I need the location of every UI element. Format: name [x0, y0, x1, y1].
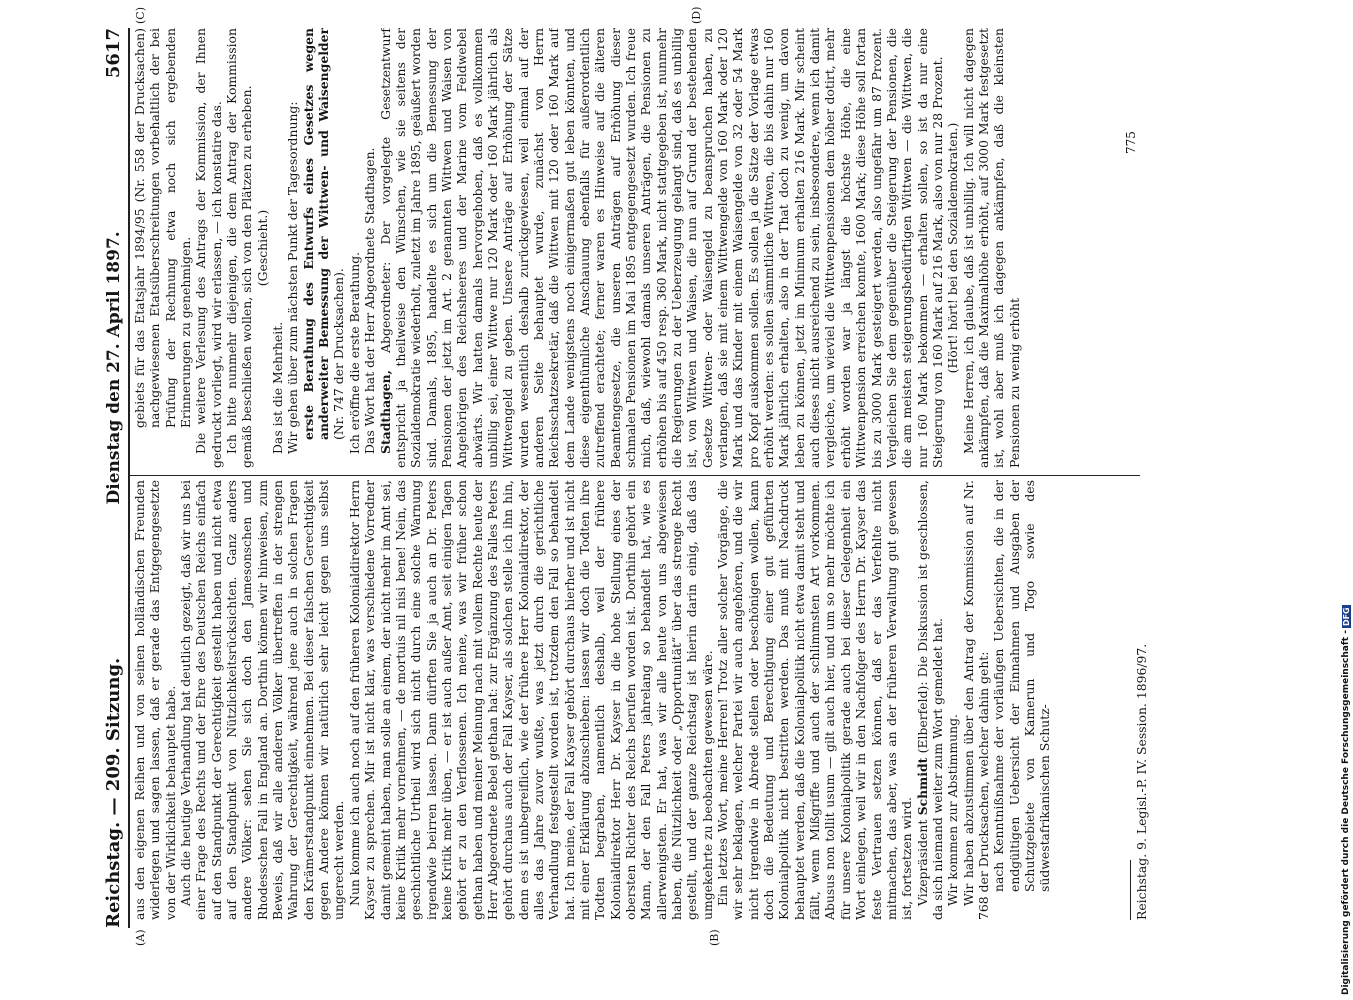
speech-continuation: Meine Herren, ich glaube, daß ist unbillig. Ich will nicht dagegen ankämpfen, daß die Maximalhöhe erhöht, auf 3000 Mark festgesetzt ist, wohl aber muß ich dagegen ankämpfen, daß die kleinsten Pensionen zu wenig erhöht: [960, 28, 1022, 468]
motion-text: nach Kenntnißnahme der vorläufigen Uebersichten, die in der endgültigen Uebersicht der Einnahmen und Ausgaben der Schutzgebiete von Kamerun und Togo sowie des südwestafrikanischen Schutz-: [991, 480, 1053, 892]
footer-text: Reichstag. 9. Legisl.-P. IV. Session. 1896/97.: [1134, 643, 1149, 920]
margin-mark-a: (A): [134, 929, 147, 946]
dfg-credit: [1341, 605, 1351, 995]
speaker-name: Stadthagen,: [377, 370, 393, 454]
majority-line: Das ist die Mehrheit.: [270, 321, 286, 454]
page-header: [88, 28, 124, 928]
left-paragraph: Ein letztes Wort, meine Herren! Trotz aller solcher Vorgänge, die wir sehr beklagen, welcher Partei wir auch angehören, und die wir nicht irgendwie in Abrede stellen oder beschönigen wollen, kann doch die Bedeutung und Berechtigung einer gut geführten Kolonialpolitik nicht bestritten werden. Das muß mit Nachdruck behauptet werden, daß die Kolonialpolitik nicht etwa damit steht und fällt, wenn Mißgriffe und auch der schlimmsten Art vorkommen. Abusus non tollit usum — gilt auch hier, und um so mehr möchte ich für unsere Kolonialpolitik gerade auch bei dieser Gelegenheit ein Wort einlegen, weil wir in den Nachfolger des Herrn Dr. Kayser das feste Vertrauen setzen können, daß er das Verfehlte nicht mitmachen, das aber, was an der früheren Verwaltung gut gewesen ist, fortsetzen wird.: [715, 480, 915, 920]
speech-body: Der vorgelegte Gesetzentwurf entspricht ja theilweise den Wünschen, wie sie seitens der Sozialdemokratie wiederholt, zuletzt im Jahre 1895, geäußert worden sind. Damals, 1895, handelte es sich um die Bemessung der Pensionen der jetzt im Art. 2 genannten Wittwen und Waisen von Angehörigen des Reichsheeres und der Marine vom Feldwebel abwärts. Wir hatten damals hervorgehoben, daß es vollkommen unbillig sei, einer Wittwe nur 120 Mark oder 160 Mark jährlich als Wittwengeld zu geben. Unsere Anträge auf Erhöhung der Sätze wurden wesentlich deshalb zurückgewiesen, weil einmal auf der anderen Seite behauptet wurde, zunächst von Herrn Reichsschatzsekretär, daß die Wittwen mit 120 oder 160 Mark auf dem Lande wenigstens noch einigermaßen gut leben könnten, und diese eigenthümliche Anschauung ebenfalls für außerordentlich zutreffend erachtete; ferner waren es Hinweise auf die älteren Beamtengesetze, die unseren Anträgen auf Erhöhung dieser schmalen Pensionen im Mai 1895 entgegengesetzt wurden. Ich freue mich, daß, wiewohl damals unseren Anträgen, die Pensionen zu erhöhen bis auf 450 resp. 360 Mark, nicht stattgegeben ist, nunmehr die Regierungen zu der Ueberzeugung gelangt sind, daß es unbillig ist, von Wittwen und Waisen, die nun auf Grund der bestehenden Gesetze Wittwen- oder Waisengeld zu beanspruchen haben, zu verlangen, daß sie mit einem Wittwengelde von 160 Mark oder 120 Mark und das Kinder mit einem Waisengelde von 32 oder 54 Mark pro Kopf auskommen sollen. Es sollen ja die Sätze der Vorlage etwas erhöht werden: es sollen sämmtliche Wittwen, die bis dahin nur 160 Mark jährlich erhalten, also in der That doch zu wenig, um davon leben zu können, jetzt im Minimum erhalten 216 Mark. Mir scheint auch dieses nicht ausreichend zu sein, insbesondere, wenn ich damit vergleiche, um wieviel die Wittwenpensionen dem höher dotirt, mehr erhöht worden war ja längst die höchste Höhe, die eine Wittwenpension erreichen konnte, 1600 Mark; diese Höhe soll fortan bis zu 3000 Mark gesteigert werden, also ungefähr um 87 Prozent. Vergleichen Sie dem gegenüber die Steigerung der Pensionen, die die am meisten steigerungsbedürftigen Wittwen — die Wittwen, die nur 160 Mark bekommen — erhalten sollen, so ist da nur eine Steigerung von 160 Mark auf 216 Mark, also von nur 28 Prozent.: [377, 28, 945, 468]
interjection: (Hört! hört! bei den Sozialdemokraten.): [945, 122, 961, 374]
word-line: Das Wort hat der Herr Abgeordnete Stadthagen.: [362, 147, 378, 454]
vp-prefix: Vizepräsident: [914, 819, 930, 906]
speech: [378, 28, 946, 468]
column-divider: [130, 475, 1140, 476]
margin-mark-b: (B): [708, 929, 721, 946]
header-page-number: 5617: [103, 28, 124, 79]
motion-continuation: gebiets für das Etatsjahr 1894/95 (Nr. 558 der Drucksachen) nachgewiesenen Etatsüberschreitungen vorbehaltlich der bei Prüfung der Rechnung etwa noch sich ergebenden Erinnerungen zu genehmigen.: [132, 28, 194, 428]
vp-rest: (Elberfeld): Die Diskussion ist geschlossen, da sich niemand weiter zum Wort gemeldet hat.: [914, 480, 945, 920]
footer-rule: [1130, 860, 1131, 920]
dfg-logo: DFG: [1341, 607, 1351, 627]
header-rule: [128, 28, 130, 928]
margin-mark-c: (C): [134, 7, 147, 24]
right-paragraph: Die weitere Verlesung des Antrags der Kommission, der Ihnen gedruckt vorliegt, wird wir erlassen, — ich konstatire das.: [193, 28, 224, 468]
left-paragraph: Nun komme ich auch noch auf den früheren Kolonialdirektor Herrn Kayser zu sprechen. Mir ist nicht klar, was verschiedene Vorredner damit gemeint haben, man solle an einem, der nicht mehr im Amt sei, keine Kritik mehr vornehmen, — de mortuis nil nisi bene! Nein, das geschichtliche Urtheil wird sich nicht durch eine solche Warnung irgendwie beirren lassen. Dann dürften Sie ja auch an Dr. Peters keine Kritik mehr üben, — er ist auch außer Amt, seit einigen Tagen gehört er zu den Verflossenen. Ich meine, was wir früher schon gethan haben und meiner Meinung nach mit vollem Rechte heute der Herr Abgeordnete Bebel gethan hat: zur Ergänzung des Falles Peters gehört durchaus auch der Fall Kayser, als solchen stelle ich ihn hin, denn es ist unbegreiflich, wie der frühere Herr Kolonialdirektor, der alles das Jahre zuvor wußte, was jetzt durch die gerichtliche Verhandlung festgestellt worden ist, trotzdem den Fall so behandelt hat. Ich meine, der Fall Kayser gehört durchaus hierher und ist nicht mit einer Erklärung abzuschieben: lassen wir doch die Todten ihre Todten begraben, namentlich deshalb, weil der frühere Kolonialdirektor Herr Dr. Kayser in die hohe Stellung eines der obersten Richter des Reichs berufen worden ist. Dorthin gehört ein Mann, der den Fall Peters jahrelang so behandelt hat, wie es allerwenigsten. Er hat, was wir alle heute von uns abgewiesen haben, die Nützlichkeit oder „Opportunität“ über das strenge Recht gestellt, und der ganze Reichstag ist hierin darin einig, daß das umgekehrte zu beobachten gewesen wäre.: [346, 480, 715, 920]
motion-intro: Wir haben abzustimmen über den Antrag der Kommission auf Nr. 768 der Drucksachen, welcher dahin geht:: [960, 480, 991, 920]
left-column: [132, 480, 1132, 920]
credit-text: Digitalisierung gefördert durch die Deutsche Forschungsgemeinschaft -: [1341, 630, 1351, 995]
agenda-item-title: erste Berathung des Entwurfs eines Gesetzes wegen anderweiter Bemessung der Wittwen- und Waisengelder: [300, 28, 332, 440]
agenda-item: [301, 28, 347, 468]
left-paragraph: aus den eigenen Reihen und von seinen holländischen Freunden widerlegen und sagen lassen, daß er gerade das Entgegengesetzte von der Wirklichkeit behauptet habe.: [132, 480, 178, 920]
stage-direction: (Geschieht.): [254, 209, 270, 287]
signature-number: 775: [1124, 131, 1138, 154]
speaker-role: Abgeordneter:: [377, 261, 393, 353]
header-date: Dienstag den 27. April 1897.: [104, 231, 124, 505]
vote-line: Wir kommen zur Abstimmung.: [945, 714, 961, 906]
header-left: Reichstag. — 209. Sitzung.: [103, 657, 124, 928]
vp-name: Schmidt: [914, 757, 930, 816]
open-line: Ich eröffne die erste Berathung.: [346, 251, 362, 454]
right-column: [132, 28, 1132, 468]
agenda-item-ref: (Nr. 747 der Drucksachen).: [331, 268, 347, 440]
vice-president-statement: [915, 480, 946, 920]
right-paragraph: Ich bitte nunmehr diejenigen, die dem Antrag der Kommission gemäß beschließen wollen, sich von den Plätzen zu erheben.: [224, 28, 255, 468]
left-paragraph: Auch die heutige Verhandlung hat deutlich gezeigt, daß wir uns bei einer Frage des Rechts und der Ehre des Deutschen Reichs einfach auf den Standpunkt der Gerechtigkeit gestellt haben und nicht etwa auf den Standpunkt von Nützlichkeitsrücksichten. Ganz anders andere Völker: sehen Sie sich doch den Jamesonschen und Rhodesschen Fall in England an. Dorthin können wir hinweisen, zum Beweis, daß wir alle anderen Völker übertreffen in der strengen Wahrung der Gerechtigkeit, während jene auch in solchen Fragen den Krämerstandpunkt einnehmen. Bei dieser falschen Gerechtigkeit gegen Andere können wir natürlich sehr leicht gegen uns selbst ungerecht werden.: [178, 480, 347, 920]
margin-mark-d: (D): [690, 6, 703, 24]
next-item-line: Wir gehen über zum nächsten Punkt der Tagesordnung:: [285, 101, 301, 454]
